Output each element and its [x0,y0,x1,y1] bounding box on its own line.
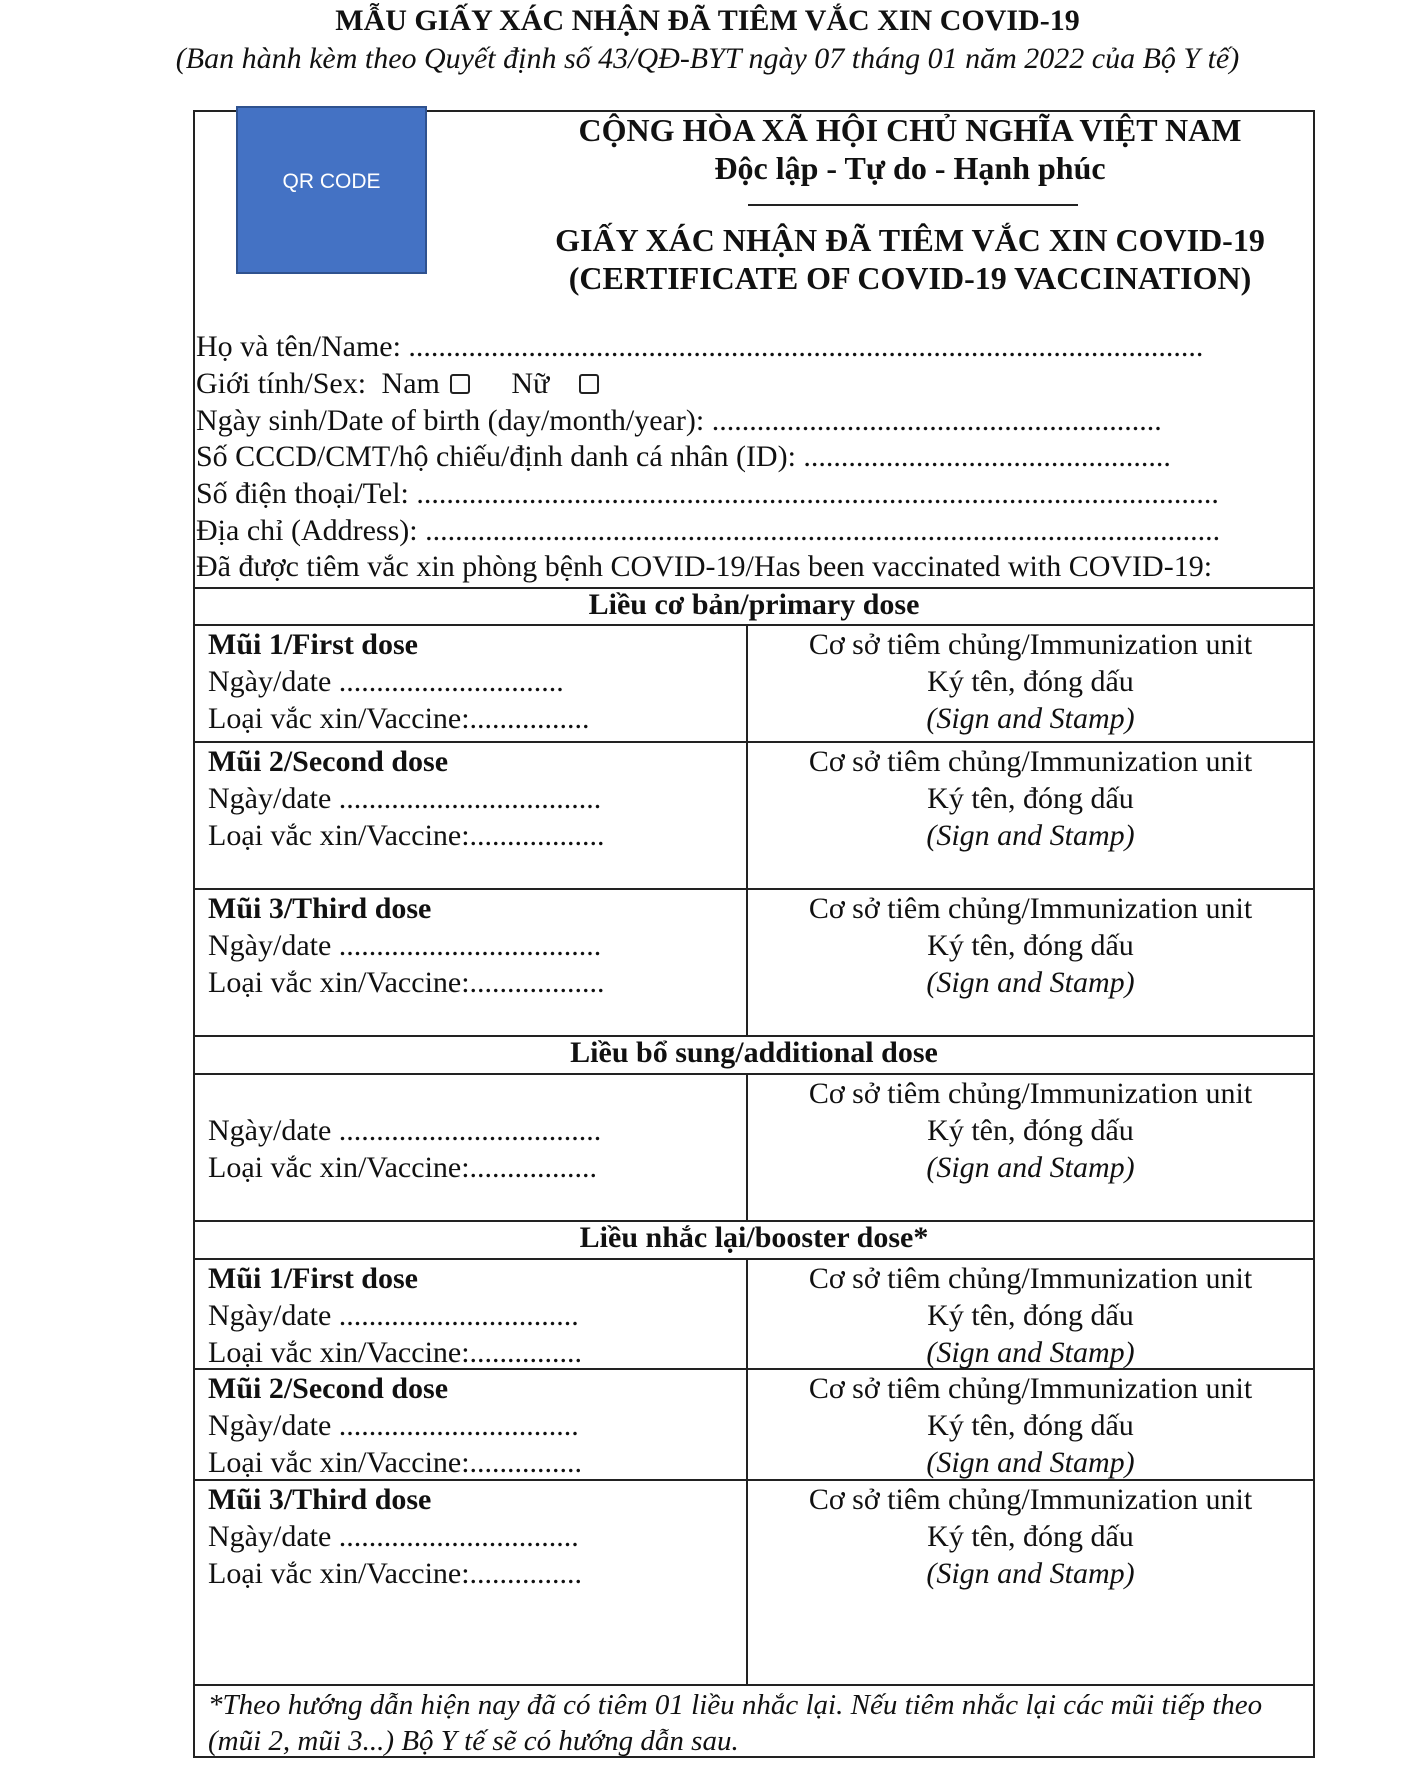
primary-dose-1 [208,626,590,737]
stamp-label: (Sign and Stamp) [926,702,1135,735]
additional-dose [208,1112,601,1186]
dob-field[interactable]: Ngày sinh/Date of birth (day/month/year): ............................................................ [196,404,1162,437]
booster-dose-header: Liều nhắc lại/booster dose* [579,1221,929,1254]
primary-dose-3 [208,890,605,1001]
footnote: *Theo hướng dẫn hiện nay đã có tiêm 01 liều nhắc lại. Nếu tiêm nhắc lại các mũi tiếp theo (mũi 2, mũi 3...) Bộ Y tế sẽ có hướng dẫn sau. [208,1689,1263,1757]
immunization-unit-signature[interactable] [746,626,1315,737]
dose-vaccine-field[interactable]: Loại vắc xin/Vaccine:................ [208,702,590,735]
dose-vaccine-field[interactable]: Loại vắc xin/Vaccine:.................. [208,819,605,852]
sex-female-checkbox[interactable] [579,374,599,394]
booster-dose-1 [208,1260,582,1371]
unit-label: Cơ sở tiêm chủng/Immunization unit [808,1077,1253,1110]
dose-vaccine-field[interactable]: Loại vắc xin/Vaccine:............... [208,1336,583,1369]
id-field[interactable]: Số CCCD/CMT/hộ chiếu/định danh cá nhân (ID): ................................................. [196,440,1171,473]
unit-label: Cơ sở tiêm chủng/Immunization unit [808,1483,1253,1516]
stamp-label: (Sign and Stamp) [926,1446,1135,1479]
dose-date-field[interactable]: Ngày/date ................................ [208,1299,579,1332]
sex-male-checkbox[interactable] [450,374,470,394]
dose-vaccine-field[interactable]: Loại vắc xin/Vaccine:................. [208,1151,598,1184]
sign-label: Ký tên, đóng dấu [927,1409,1134,1442]
immunization-unit-signature[interactable] [746,1370,1315,1481]
national-motto: Độc lập - Tự do - Hạnh phúc [714,150,1106,186]
immunization-unit-signature[interactable] [746,743,1315,854]
name-field[interactable]: Họ và tên/Name: .......................................................................................................... [196,330,1204,363]
form-subtitle: (Ban hành kèm theo Quyết định số 43/QĐ-BYT ngày 07 tháng 01 năm 2022 của Bộ Y tế) [175,42,1240,75]
unit-label: Cơ sở tiêm chủng/Immunization unit [808,892,1253,925]
dose-date-field[interactable]: Ngày/date ................................... [208,929,602,962]
dose-title: Mũi 2/Second dose [208,1372,449,1405]
form-title: MẪU GIẤY XÁC NHẬN ĐÃ TIÊM VẮC XIN COVID-19 [335,4,1080,37]
dose-title: Mũi 3/Third dose [208,1483,432,1516]
sex-male-label: Nam [381,367,440,400]
dose-title: Mũi 2/Second dose [208,745,449,778]
sex-field [196,367,607,401]
unit-label: Cơ sở tiêm chủng/Immunization unit [808,628,1253,661]
dose-vaccine-field[interactable]: Loại vắc xin/Vaccine:............... [208,1446,583,1479]
immunization-unit-signature[interactable] [746,1481,1315,1592]
stamp-label: (Sign and Stamp) [926,819,1135,852]
address-field[interactable]: Địa chỉ (Address): .......................................................................................................... [196,514,1221,547]
immunization-unit-signature[interactable] [746,1260,1315,1371]
sign-label: Ký tên, đóng dấu [927,1299,1134,1332]
vaccinated-statement: Đã được tiêm vắc xin phòng bệnh COVID-19/Has been vaccinated with COVID-19: [196,550,1213,583]
dose-title: Mũi 1/First dose [208,1262,418,1295]
unit-label: Cơ sở tiêm chủng/Immunization unit [808,745,1253,778]
sign-label: Ký tên, đóng dấu [927,665,1134,698]
dose-vaccine-field[interactable]: Loại vắc xin/Vaccine:.................. [208,966,605,999]
booster-dose-3 [208,1481,582,1592]
primary-dose-2 [208,743,605,854]
primary-dose-header: Liều cơ bản/primary dose [588,588,920,621]
stamp-label: (Sign and Stamp) [926,966,1135,999]
dose-date-field[interactable]: Ngày/date ................................... [208,1114,602,1147]
sign-label: Ký tên, đóng dấu [927,1114,1134,1147]
qr-code-placeholder [236,106,427,274]
dose-date-field[interactable]: Ngày/date .............................. [208,665,564,698]
tel-field[interactable]: Số điện thoại/Tel: ........................................................................................................... [196,477,1219,510]
dose-date-field[interactable]: Ngày/date ................................... [208,782,602,815]
additional-dose-header: Liều bổ sung/additional dose [570,1036,938,1069]
certificate-title-vi: GIẤY XÁC NHẬN ĐÃ TIÊM VẮC XIN COVID-19 [555,222,1265,258]
dose-date-field[interactable]: Ngày/date ................................ [208,1409,579,1442]
country-name: CỘNG HÒA XÃ HỘI CHỦ NGHĨA VIỆT NAM [578,112,1242,148]
sign-label: Ký tên, đóng dấu [927,782,1134,815]
qr-code-label: QR CODE [282,170,381,193]
stamp-label: (Sign and Stamp) [926,1151,1135,1184]
sign-label: Ký tên, đóng dấu [927,929,1134,962]
dose-title: Mũi 3/Third dose [208,892,432,925]
booster-dose-2 [208,1370,582,1481]
immunization-unit-signature[interactable] [746,890,1315,1001]
sex-female-label: Nữ [511,367,550,400]
unit-label: Cơ sở tiêm chủng/Immunization unit [808,1262,1253,1295]
stamp-label: (Sign and Stamp) [926,1336,1135,1369]
dose-vaccine-field[interactable]: Loại vắc xin/Vaccine:............... [208,1557,583,1590]
sign-label: Ký tên, đóng dấu [927,1520,1134,1553]
unit-label: Cơ sở tiêm chủng/Immunization unit [808,1372,1253,1405]
certificate-title-en: (CERTIFICATE OF COVID-19 VACCINATION) [568,260,1252,296]
divider [193,1684,1315,1686]
immunization-unit-signature[interactable] [746,1075,1315,1186]
dose-date-field[interactable]: Ngày/date ................................ [208,1520,579,1553]
dose-title: Mũi 1/First dose [208,628,418,661]
motto-underline [748,204,1078,206]
sex-label: Giới tính/Sex: [196,367,367,400]
stamp-label: (Sign and Stamp) [926,1557,1135,1590]
